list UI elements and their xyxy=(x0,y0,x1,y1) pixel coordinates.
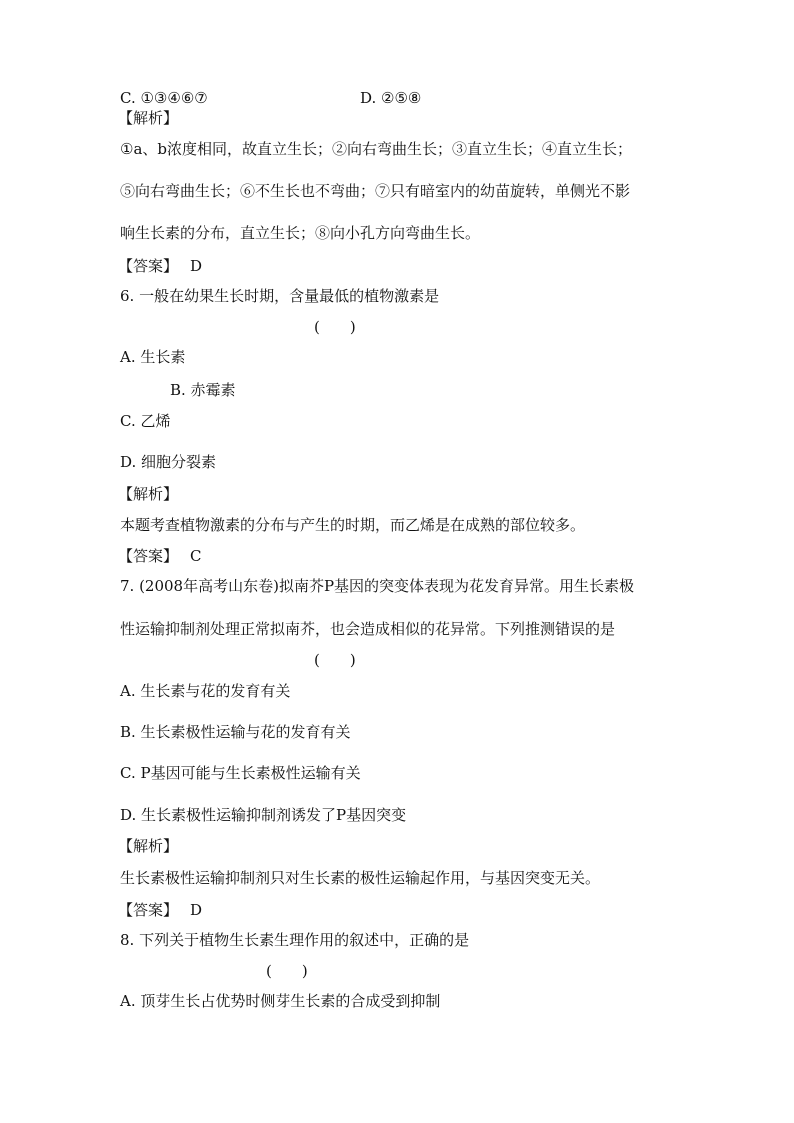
q6-answer-blank: ( ) xyxy=(314,318,356,336)
q8-option-a: A. 顶芽生长占优势时侧芽生长素的合成受到抑制 xyxy=(120,992,441,1010)
q6-answer-label: 【答案】 xyxy=(118,547,179,565)
q6-option-a: A. 生长素 xyxy=(120,348,186,366)
q7-option-d: D. 生长素极性运输抑制剂诱发了P基因突变 xyxy=(120,806,407,824)
q7-analysis-label: 【解析】 xyxy=(118,837,179,855)
q6-option-b: B. 赤霉素 xyxy=(170,381,236,399)
q8-answer-blank: ( ) xyxy=(266,962,308,980)
q6-option-c: C. 乙烯 xyxy=(120,412,171,430)
q6-option-d: D. 细胞分裂素 xyxy=(120,453,217,471)
q5-option-d: D. ②⑤⑧ xyxy=(360,89,422,107)
q5-explanation-1: ①a、b浓度相同，故直立生长；②向右弯曲生长；③直立生长；④直立生长； xyxy=(120,140,632,158)
q8-stem: 8. 下列关于植物生长素生理作用的叙述中，正确的是 xyxy=(120,931,470,949)
q5-answer-label: 【答案】 xyxy=(118,257,179,275)
q5-explanation-3: 响生长素的分布，直立生长；⑧向小孔方向弯曲生长。 xyxy=(120,224,481,242)
q5-answer-row xyxy=(118,256,202,276)
q7-answer-value: D xyxy=(190,901,203,919)
q6-answer-value: C xyxy=(190,547,202,565)
q6-answer-row xyxy=(118,546,202,566)
q6-explanation: 本题考查植物激素的分布与产生的时期，而乙烯是在成熟的部位较多。 xyxy=(120,516,586,534)
q6-stem: 6. 一般在幼果生长时期，含量最低的植物激素是 xyxy=(120,287,440,305)
q5-answer-value: D xyxy=(190,257,203,275)
q5-explanation-2: ⑤向右弯曲生长；⑥不生长也不弯曲；⑦只有暗室内的幼苗旋转，单侧光不影 xyxy=(120,182,631,200)
q7-option-a: A. 生长素与花的发育有关 xyxy=(120,682,291,700)
q7-answer-blank: ( ) xyxy=(314,651,356,669)
q7-explanation: 生长素极性运输抑制剂只对生长素的极性运输起作用，与基因突变无关。 xyxy=(120,869,601,887)
q7-answer-row xyxy=(118,900,202,920)
q7-option-c: C. P基因可能与生长素极性运输有关 xyxy=(120,764,361,782)
q6-analysis-label: 【解析】 xyxy=(118,485,179,503)
q5-option-c: C. ①③④⑥⑦ xyxy=(120,89,208,107)
q7-stem-2: 性运输抑制剂处理正常拟南芥，也会造成相似的花异常。下列推测错误的是 xyxy=(120,620,616,638)
q7-option-b: B. 生长素极性运输与花的发育有关 xyxy=(120,723,351,741)
q7-stem-1: 7. (2008年高考山东卷)拟南芥P基因的突变体表现为花发育异常。用生长素极 xyxy=(120,577,635,595)
q7-answer-label: 【答案】 xyxy=(118,901,179,919)
q5-analysis-label: 【解析】 xyxy=(118,109,179,127)
